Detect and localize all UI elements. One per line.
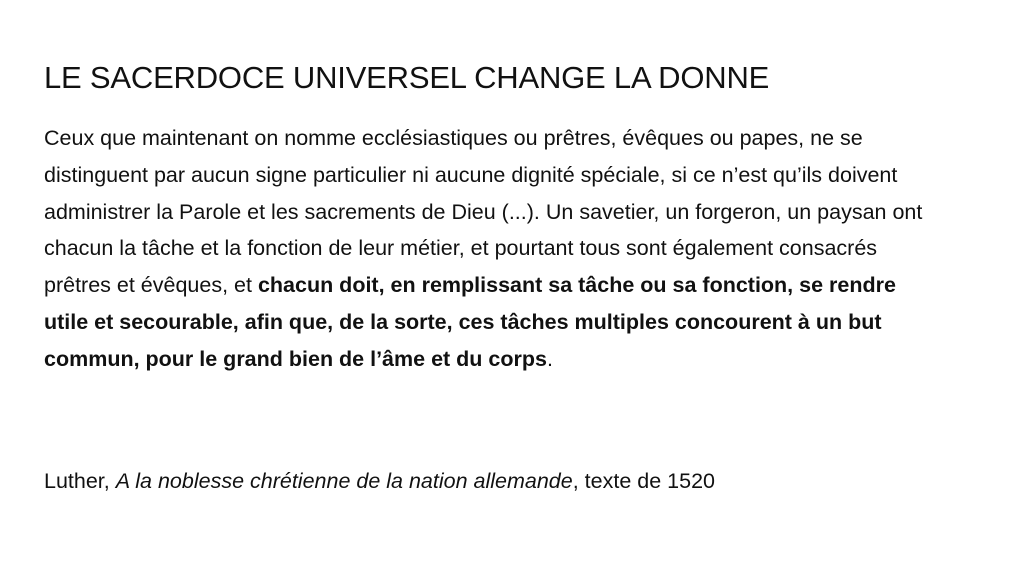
quote-text-plain: Ceux que maintenant on nomme ecclésiastiques ou prêtres, évêques ou papes, ne se distinguent par aucun signe particulier ni aucune dignité spéciale, si ce n’est qu’ils doivent administrer la Parole et les sacrements de Dieu (...). Un savetier, un forgeron, un paysan ont chacun la tâche et la fonction de leur métier, et pourtant tous sont également consacrés prêtres et évêques, et [44,126,923,298]
citation-author: Luther, [44,469,116,493]
quote-text-end: . [546,346,553,371]
citation-work-title: A la noblesse chrétienne de la nation allemande [115,469,573,493]
quote-paragraph [44,120,944,378]
quote-text-bold: chacun doit, en remplissant sa tâche ou sa fonction, se rendre utile et secourable, afin que, de la sorte, ces tâches multiples concourent à un but commun, pour le grand bien de l’âme et du corps [44,273,896,371]
citation-date: , texte de 1520 [572,469,715,493]
citation [44,463,715,499]
slide-title: LE SACERDOCE UNIVERSEL CHANGE LA DONNE [44,60,770,95]
slide [44,0,944,576]
